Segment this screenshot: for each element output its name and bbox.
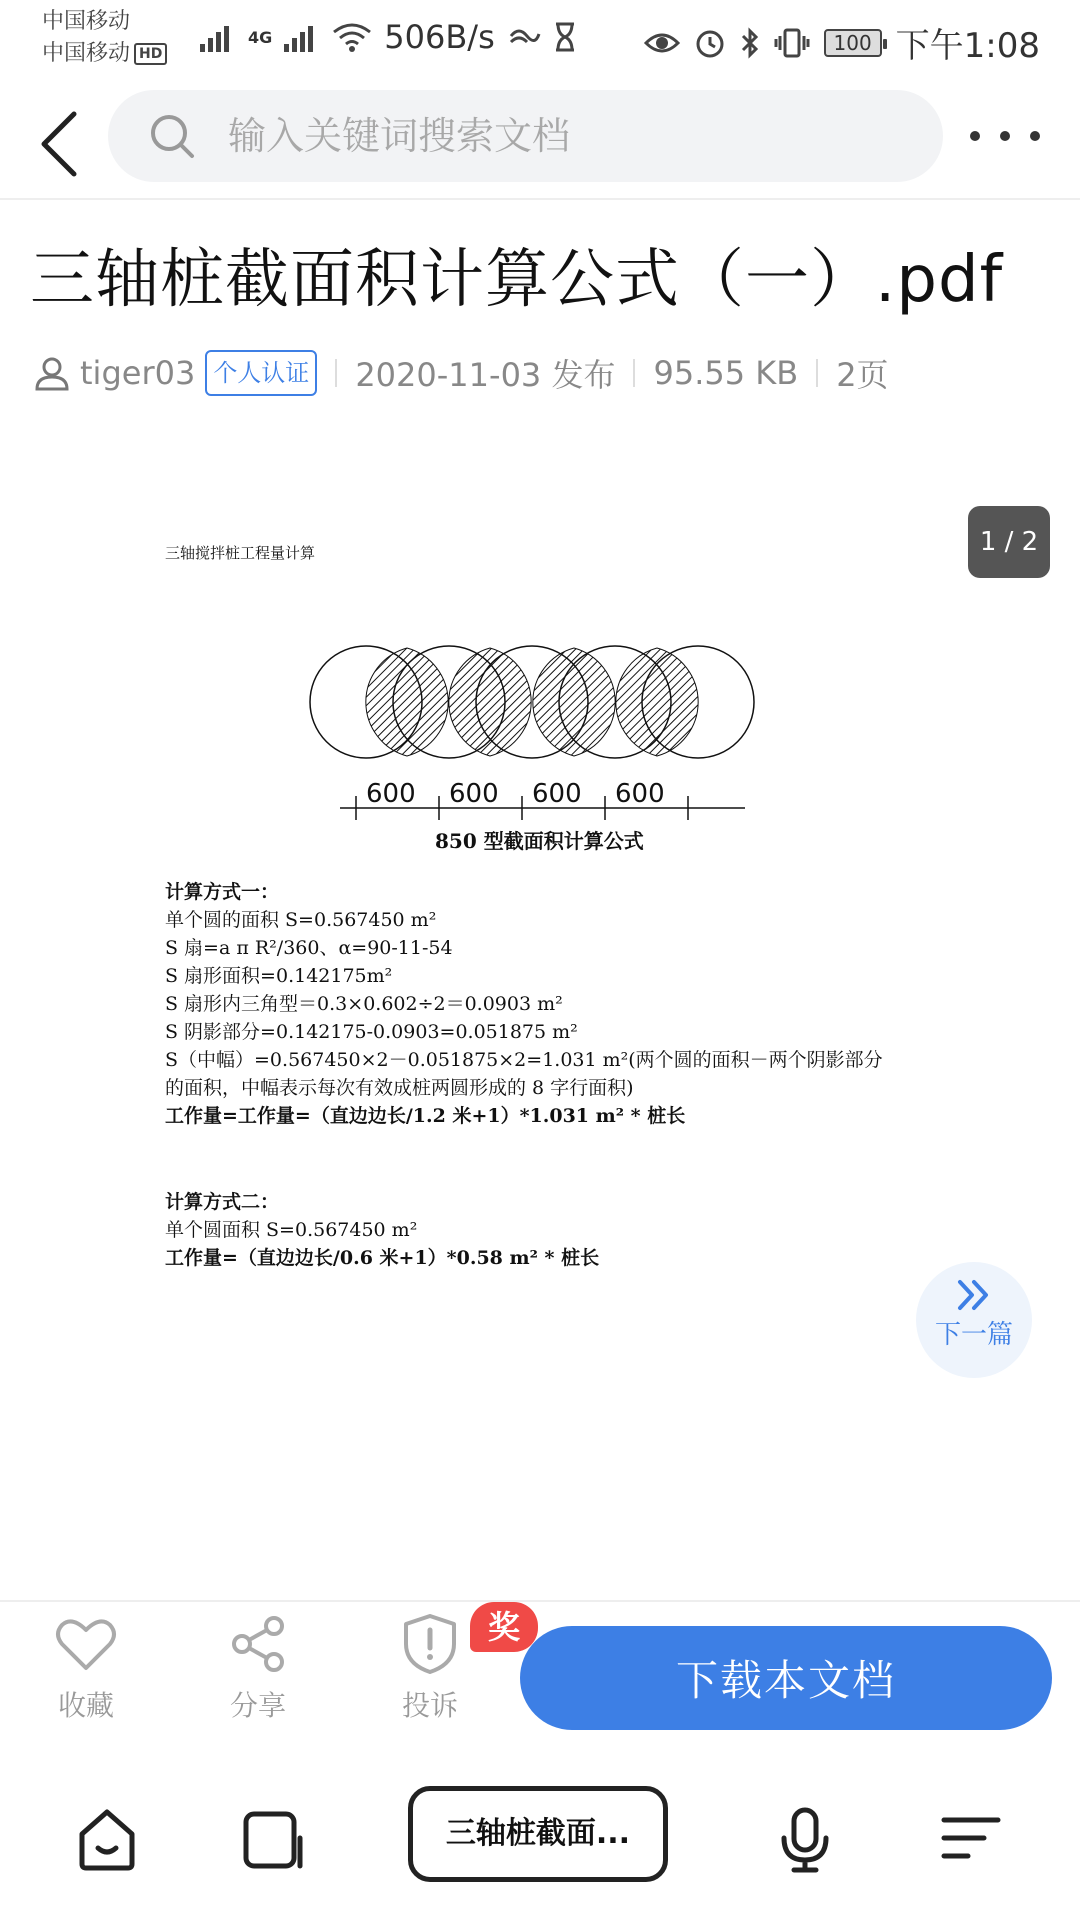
workload-formula: 工作量=工作量=（直边边长/1.2 米+1）*1.031 m² * 桩长 xyxy=(165,1105,686,1127)
signal-icon xyxy=(200,22,236,52)
action-bar xyxy=(0,1600,1080,1740)
eye-icon xyxy=(644,29,680,57)
formula-line: S 阴影部分=0.142175-0.0903=0.051875 m² xyxy=(165,1021,578,1043)
diagram-caption: 850 型截面积计算公式 xyxy=(435,829,644,853)
pile-circles-diagram xyxy=(300,610,780,850)
formula-line: S（中幅）=0.567450×2－0.051875×2=1.031 m²(两个圆的面积－两个阴影部分 xyxy=(165,1049,883,1071)
dot-icon xyxy=(970,131,980,141)
hd-badge: HD xyxy=(134,43,167,65)
report-label: 投诉 xyxy=(401,1689,458,1722)
header xyxy=(0,90,1080,200)
page-count: 2页 xyxy=(836,356,889,394)
signal-icon-2 xyxy=(284,22,320,52)
status-left-icons xyxy=(200,18,577,56)
hd-voice-icon xyxy=(507,22,541,52)
divider xyxy=(816,359,818,387)
search-bar[interactable] xyxy=(108,90,943,182)
publish-date: 2020-11-03 发布 xyxy=(355,356,616,394)
formula-line: 单个圆的面积 S=0.567450 m² xyxy=(165,909,437,931)
award-badge: 奖 xyxy=(470,1602,538,1652)
share-button[interactable] xyxy=(198,1612,318,1724)
document-preview[interactable] xyxy=(0,470,1080,1590)
method-2-title: 计算方式二： xyxy=(165,1191,280,1213)
dot-icon xyxy=(1030,131,1040,141)
divider xyxy=(335,359,337,387)
shield-icon xyxy=(398,1612,462,1676)
formula-line: 单个圆面积 S=0.567450 m² xyxy=(165,1219,418,1241)
microphone-icon[interactable] xyxy=(770,1804,840,1874)
back-icon[interactable] xyxy=(30,104,90,184)
carrier-1: 中国移动 xyxy=(42,9,131,34)
more-options-button[interactable] xyxy=(970,126,1040,146)
network-type: 4G xyxy=(248,27,273,47)
formula-line: S 扇形内三角型＝0.3×0.602÷2＝0.0903 m² xyxy=(165,993,563,1015)
dimension-label: 600 xyxy=(366,779,416,809)
next-document-label: 下一篇 xyxy=(934,1320,1013,1350)
double-chevron-right-icon xyxy=(954,1278,994,1312)
heart-icon xyxy=(54,1612,118,1676)
carrier-info xyxy=(42,6,167,70)
clock: 下午1:08 xyxy=(895,26,1040,66)
bluetooth-icon xyxy=(740,27,760,59)
favorite-button[interactable] xyxy=(26,1612,146,1724)
menu-icon[interactable] xyxy=(936,1804,1006,1874)
search-input[interactable] xyxy=(228,106,908,166)
document-meta xyxy=(34,350,889,396)
status-right-icons xyxy=(644,18,1040,67)
user-icon xyxy=(34,355,70,391)
battery-indicator: 100 xyxy=(824,29,882,57)
formula-line: S 扇形面积=0.142175m² xyxy=(165,965,393,987)
formula-line: 的面积，中幅表示每次有效成桩两圆形成的 8 字行面积) xyxy=(165,1077,634,1099)
wifi-icon xyxy=(332,22,372,52)
hourglass-icon xyxy=(553,22,577,52)
home-icon[interactable] xyxy=(72,1804,142,1874)
method-2-block xyxy=(165,1188,599,1272)
alarm-icon xyxy=(694,27,726,59)
net-speed: 506B/s xyxy=(384,18,495,56)
vibrate-icon xyxy=(774,27,810,59)
download-button[interactable]: 下载本文档 xyxy=(520,1626,1052,1730)
system-nav-bar xyxy=(0,1760,1080,1920)
file-size: 95.55 KB xyxy=(653,354,799,392)
dot-icon xyxy=(1000,131,1010,141)
current-tab-pill[interactable]: 三轴桩截面... xyxy=(408,1786,668,1882)
formula-line: S 扇=a π R²/360、α=90-11-54 xyxy=(165,937,453,959)
method-1-title: 计算方式一： xyxy=(165,881,280,903)
dimension-label: 600 xyxy=(532,779,582,809)
workload-formula: 工作量=（直边边长/0.6 米+1）*0.58 m² * 桩长 xyxy=(165,1247,600,1269)
carrier-2: 中国移动 xyxy=(42,41,131,66)
share-label: 分享 xyxy=(229,1689,286,1722)
favorite-label: 收藏 xyxy=(57,1689,114,1722)
document-title: 三轴桩截面积计算公式（一）.pdf xyxy=(30,243,1004,317)
pdf-heading: 三轴搅拌桩工程量计算 xyxy=(165,544,316,562)
page-indicator: 1 / 2 xyxy=(968,506,1050,578)
divider xyxy=(633,359,635,387)
tabs-icon[interactable] xyxy=(238,1804,308,1874)
next-document-button[interactable] xyxy=(916,1262,1032,1378)
search-icon xyxy=(148,112,196,160)
author-name[interactable]: tiger03 xyxy=(80,354,196,392)
share-icon xyxy=(226,1612,290,1676)
dimension-label: 600 xyxy=(449,779,499,809)
method-1-block xyxy=(165,878,883,1130)
dimension-label: 600 xyxy=(615,779,665,809)
status-bar xyxy=(0,0,1080,80)
verify-badge: 个人认证 xyxy=(205,350,317,396)
